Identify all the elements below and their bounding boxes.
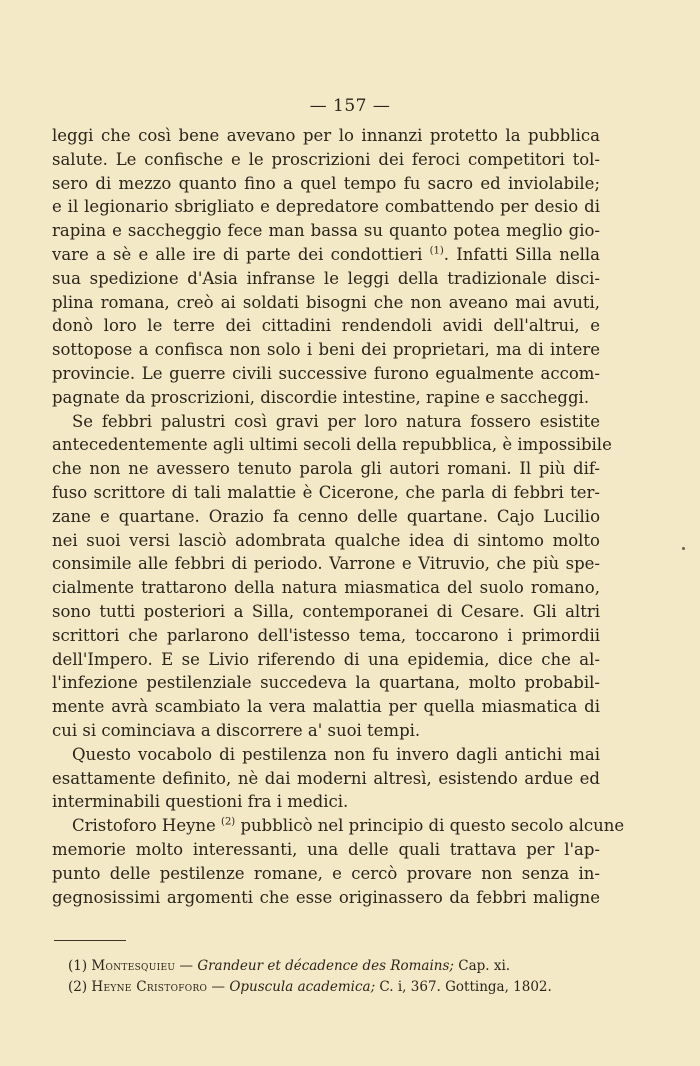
footnote-1 — [68, 956, 608, 977]
text-line: rapina e saccheggio fece man bassa su quanto potea meglio gio- — [52, 221, 600, 241]
text-segment: vare a sè e alle ire di parte dei condottieri — [52, 244, 423, 264]
text-line: interminabili questioni fra i medici. — [52, 792, 349, 812]
footnote-separator: — — [207, 979, 230, 995]
text-line: sero di mezzo quanto fino a quel tempo fu sacro ed inviolabile; — [52, 173, 600, 193]
text-line: pagnate da proscrizioni, discordie intestine, rapine e saccheggi. — [52, 387, 590, 407]
text-line: scrittori che parlarono dell'istesso tema, toccarono i primordii — [52, 625, 600, 645]
text-line: memorie molto interessanti, una delle quali trattava per l'ap- — [52, 839, 600, 859]
footnote-ref-1: (1) — [429, 245, 444, 257]
text-line: leggi che così bene avevano per lo innanzi protetto la pubblica — [52, 126, 600, 145]
text-line: l'infezione pestilenziale succedeva la quartana, molto probabil- — [52, 673, 600, 693]
footnote-mark: (2) — [68, 979, 88, 995]
text-line — [52, 814, 625, 838]
footnotes — [68, 956, 608, 998]
text-line: sottopose a confisca non solo i beni dei proprietari, ma di intere — [52, 340, 600, 360]
text-line: consimile alle febbri di periodo. Varrone e Vitruvio, che più spe- — [52, 554, 600, 574]
body-text — [52, 124, 625, 909]
footnote-title: Opuscula academica; — [229, 979, 376, 995]
text-line: gegnosissimi argomenti che esse originassero da febbri maligne — [52, 887, 600, 907]
text-line: dell'Impero. E se Livio riferendo di una epidemia, dice che al- — [52, 649, 600, 669]
text-line: mente avrà scambiato la vera malattia per quella miasmatica di — [52, 697, 600, 717]
text-line: punto delle pestilenze romane, e cercò provare non senza in- — [52, 863, 600, 883]
footnote-divider — [54, 940, 126, 941]
text-line — [52, 243, 600, 267]
text-line: donò loro le terre dei cittadini rendendoli avidi dell'altrui, e — [52, 316, 600, 336]
text-line: e il legionario sbrigliato e depredatore combattendo per desio di — [52, 197, 600, 217]
text-line: provincie. Le guerre civili successive furono egualmente accom- — [52, 363, 600, 383]
text-line: fuso scrittore di tali malattie è Cicerone, che parla di febbri ter- — [52, 482, 600, 502]
text-line: sono tutti posteriori a Silla, contemporanei di Cesare. Gli altri — [52, 601, 600, 621]
text-line: esattamente definito, nè dai moderni altresì, esistendo ardue ed — [52, 768, 600, 788]
text-line: plina romana, creò ai soldati bisogni che non aveano mai avuti, — [52, 292, 600, 312]
text-line: salute. Le confische e le proscrizioni dei feroci competitori tol- — [52, 149, 600, 169]
text-line: antecedentemente agli ultimi secoli della repubblica, è impossibile — [52, 435, 612, 455]
footnote-reference: C. i, 367. Gottinga, 1802. — [375, 979, 552, 995]
footnote-2 — [68, 977, 608, 998]
page-number: — 157 — — [309, 96, 391, 116]
paper-speck — [682, 547, 685, 550]
text-line: cialmente trattarono della natura miasmatica del suolo romano, — [52, 578, 600, 598]
footnote-reference: Cap. xi. — [453, 958, 511, 974]
footnote-ref-2: (2) — [221, 816, 236, 828]
footnote-title: Grandeur et décadence des Romains; — [197, 958, 454, 974]
text-line: cui si cominciava a discorrere a' suoi tempi. — [52, 720, 421, 740]
footnote-separator: — — [175, 958, 198, 974]
text-segment: pubblicò nel principio di questo secolo alcune — [235, 816, 625, 836]
footnote-mark: (1) — [68, 958, 88, 974]
text-line: Se febbri palustri così gravi per loro natura fossero esistite — [72, 411, 600, 431]
text-line: sua spedizione d'Asia infranse le leggi della tradizionale disci- — [52, 268, 600, 288]
footnote-author: Montesquieu — [91, 958, 176, 974]
footnote-author: Heyne Cristoforo — [91, 979, 208, 995]
text-line: nei suoi versi lasciò adombrata qualche idea di sintomo molto — [52, 530, 600, 550]
text-segment: . Infatti Silla nella — [443, 244, 600, 264]
text-segment: Cristoforo Heyne — [72, 816, 216, 836]
text-line: che non ne avessero tenuto parola gli autori romani. Il più dif- — [52, 459, 600, 479]
text-line: zane e quartane. Orazio fa cenno delle quartane. Cajo Lucilio — [52, 506, 600, 526]
text-line: Questo vocabolo di pestilenza non fu invero dagli antichi mai — [72, 744, 600, 764]
